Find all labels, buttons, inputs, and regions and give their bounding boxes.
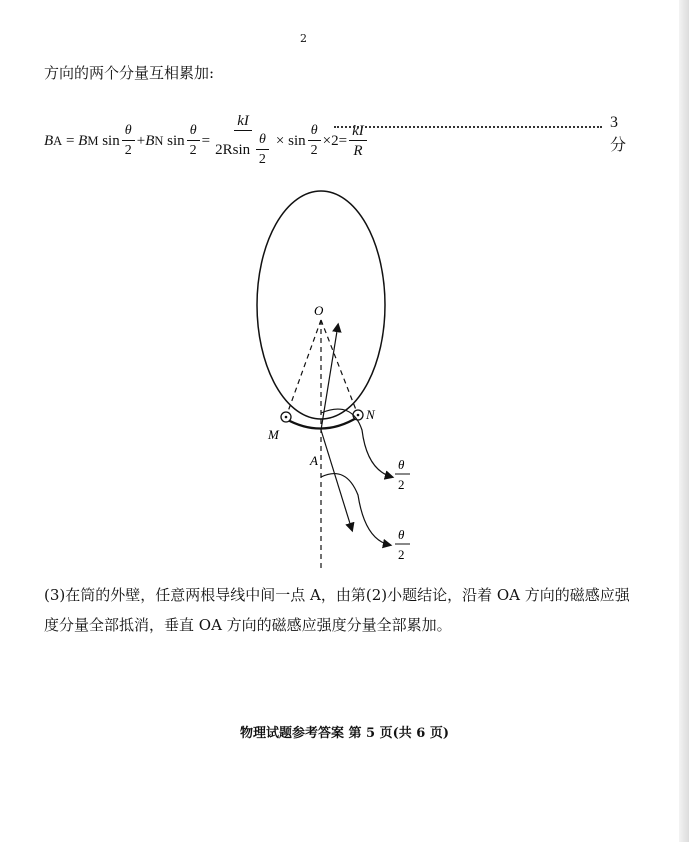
answer-paragraph: (3)在筒的外壁，任意两根导线中间一点 A，由第(2)小题结论，沿着 OA 方向的磁感应强度分量全部抵消，垂直 OA 方向的磁感应强度分量全部累加。 — [44, 586, 630, 634]
label-A: A — [310, 453, 318, 468]
frac-num: θ — [256, 131, 269, 150]
formula-times: × — [275, 132, 285, 149]
den-inner-frac — [256, 131, 269, 170]
page-edge — [679, 0, 689, 842]
formula-lhs-symbol: B — [44, 132, 54, 149]
geometry-diagram — [230, 185, 450, 575]
wire-M-dot-icon — [285, 416, 288, 419]
frac-num: θ — [308, 122, 321, 141]
formula-eq3: = — [338, 132, 348, 149]
angle-label-1-den: 2 — [398, 477, 405, 492]
formula-lhs-sub: A — [53, 133, 63, 148]
page-footer: 物理试题参考答案 第 5 页(共 6 页) — [239, 726, 450, 741]
formula-term1-sub: M — [87, 133, 99, 148]
dashed-OM — [286, 320, 321, 417]
angle-label-2-den: 2 — [398, 547, 405, 562]
formula-frac-kI — [212, 112, 274, 170]
formula-lhs — [44, 112, 369, 170]
lead-text: 方向的两个分量互相累加: — [44, 64, 215, 82]
frac-den: 2 — [189, 142, 197, 158]
angle-label-2-num: θ — [398, 527, 405, 542]
formula-frac-theta-2 — [187, 122, 200, 161]
formula-frac-theta-1 — [122, 122, 135, 161]
formula-term2-sub: N — [154, 133, 164, 148]
angle-pointer-1 — [321, 409, 392, 477]
frac-den: 2 — [310, 142, 318, 158]
dashed-ON — [321, 320, 358, 415]
frac-den-R: R — [353, 142, 363, 159]
angle-pointer-2 — [321, 474, 390, 545]
dotted-leader — [334, 124, 602, 128]
formula-plus: + — [136, 132, 146, 149]
frac-den: 2 — [258, 152, 266, 167]
field-arrow-down — [321, 430, 352, 530]
frac-num-kI: kI — [234, 112, 252, 131]
formula-sin2: sin — [167, 132, 185, 149]
formula-sin1: sin — [102, 132, 120, 149]
formula-eq2: = — [201, 132, 211, 149]
wire-N-dot-icon — [357, 414, 360, 417]
frac-num: θ — [122, 122, 135, 141]
formula-term1-coef: B — [78, 132, 88, 149]
angle-label-1-num: θ — [398, 457, 405, 472]
formula-eq1: = — [65, 132, 75, 149]
label-O: O — [314, 303, 324, 318]
frac-den: 2 — [124, 142, 132, 158]
page-mark: 2 — [300, 32, 307, 45]
formula-term2-coef: B — [145, 132, 155, 149]
frac-num-kI: kI — [349, 122, 367, 141]
formula-line — [44, 104, 634, 184]
formula-frac-theta-3 — [308, 122, 321, 161]
label-M: M — [268, 427, 279, 442]
den-prefix: 2Rsin — [215, 141, 251, 158]
label-N: N — [366, 407, 375, 422]
frac-num: θ — [187, 122, 200, 141]
score-label: 3 分 — [610, 114, 627, 154]
formula-times-two: ×2 — [322, 132, 339, 149]
frac-den-2Rsin — [212, 131, 274, 170]
formula-sin3: sin — [288, 132, 306, 149]
